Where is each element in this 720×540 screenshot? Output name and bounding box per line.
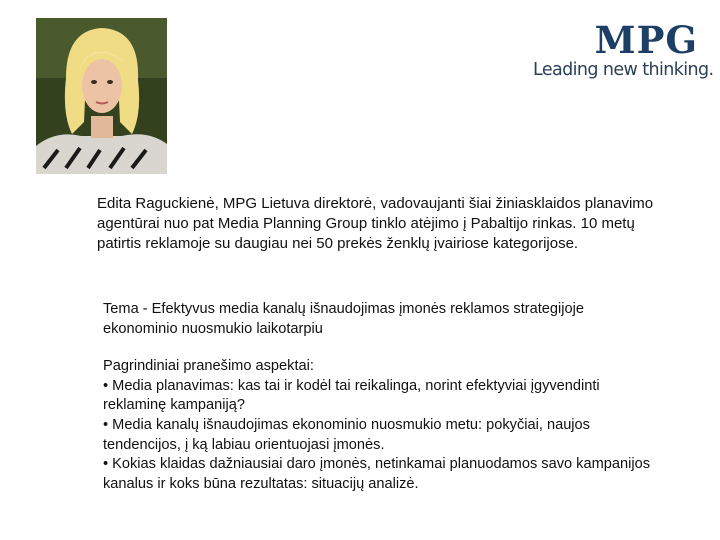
logo-tagline: Leading new thinking. <box>533 60 714 80</box>
aspect-item: • Media kanalų išnaudojimas ekonominio nuosmukio metu: pokyčiai, naujos tendencijos, į ką labiau orientuojasi įmonės. <box>103 416 590 453</box>
mpg-logo <box>530 18 714 88</box>
presentation-content <box>103 300 658 494</box>
speaker-bio: Edita Raguckienė, MPG Lietuva direktorė, vadovaujanti šiai žiniasklaidos planavimo agentūrai nuo pat Media Planning Group tinklo atėjimo į Pabaltijo rinkas. 10 metų patirtis reklamoje su daugiau nei 50 prekės ženklų įvairiose kategorijose. <box>97 195 654 252</box>
speaker-photo <box>36 18 167 174</box>
logo-wordmark: MPG <box>594 18 698 62</box>
aspect-item: • Media planavimas: kas tai ir kodėl tai reikalinga, norint efektyviai įgyvendinti reklaminę kampaniją? <box>103 377 600 414</box>
topic-text: Tema - Efektyvus media kanalų išnaudojimas įmonės reklamos strategijoje ekonominio nuosmukio laikotarpiu <box>103 301 584 337</box>
aspect-item: • Kokias klaidas dažniausiai daro įmonės, netinkamai planuodamos savo kampanijos kanalus ir koks būna rezultatas: situacijų analizė. <box>103 456 651 492</box>
spacer <box>103 339 658 357</box>
aspects-heading: Pagrindiniai pranešimo aspektai: <box>103 358 314 375</box>
